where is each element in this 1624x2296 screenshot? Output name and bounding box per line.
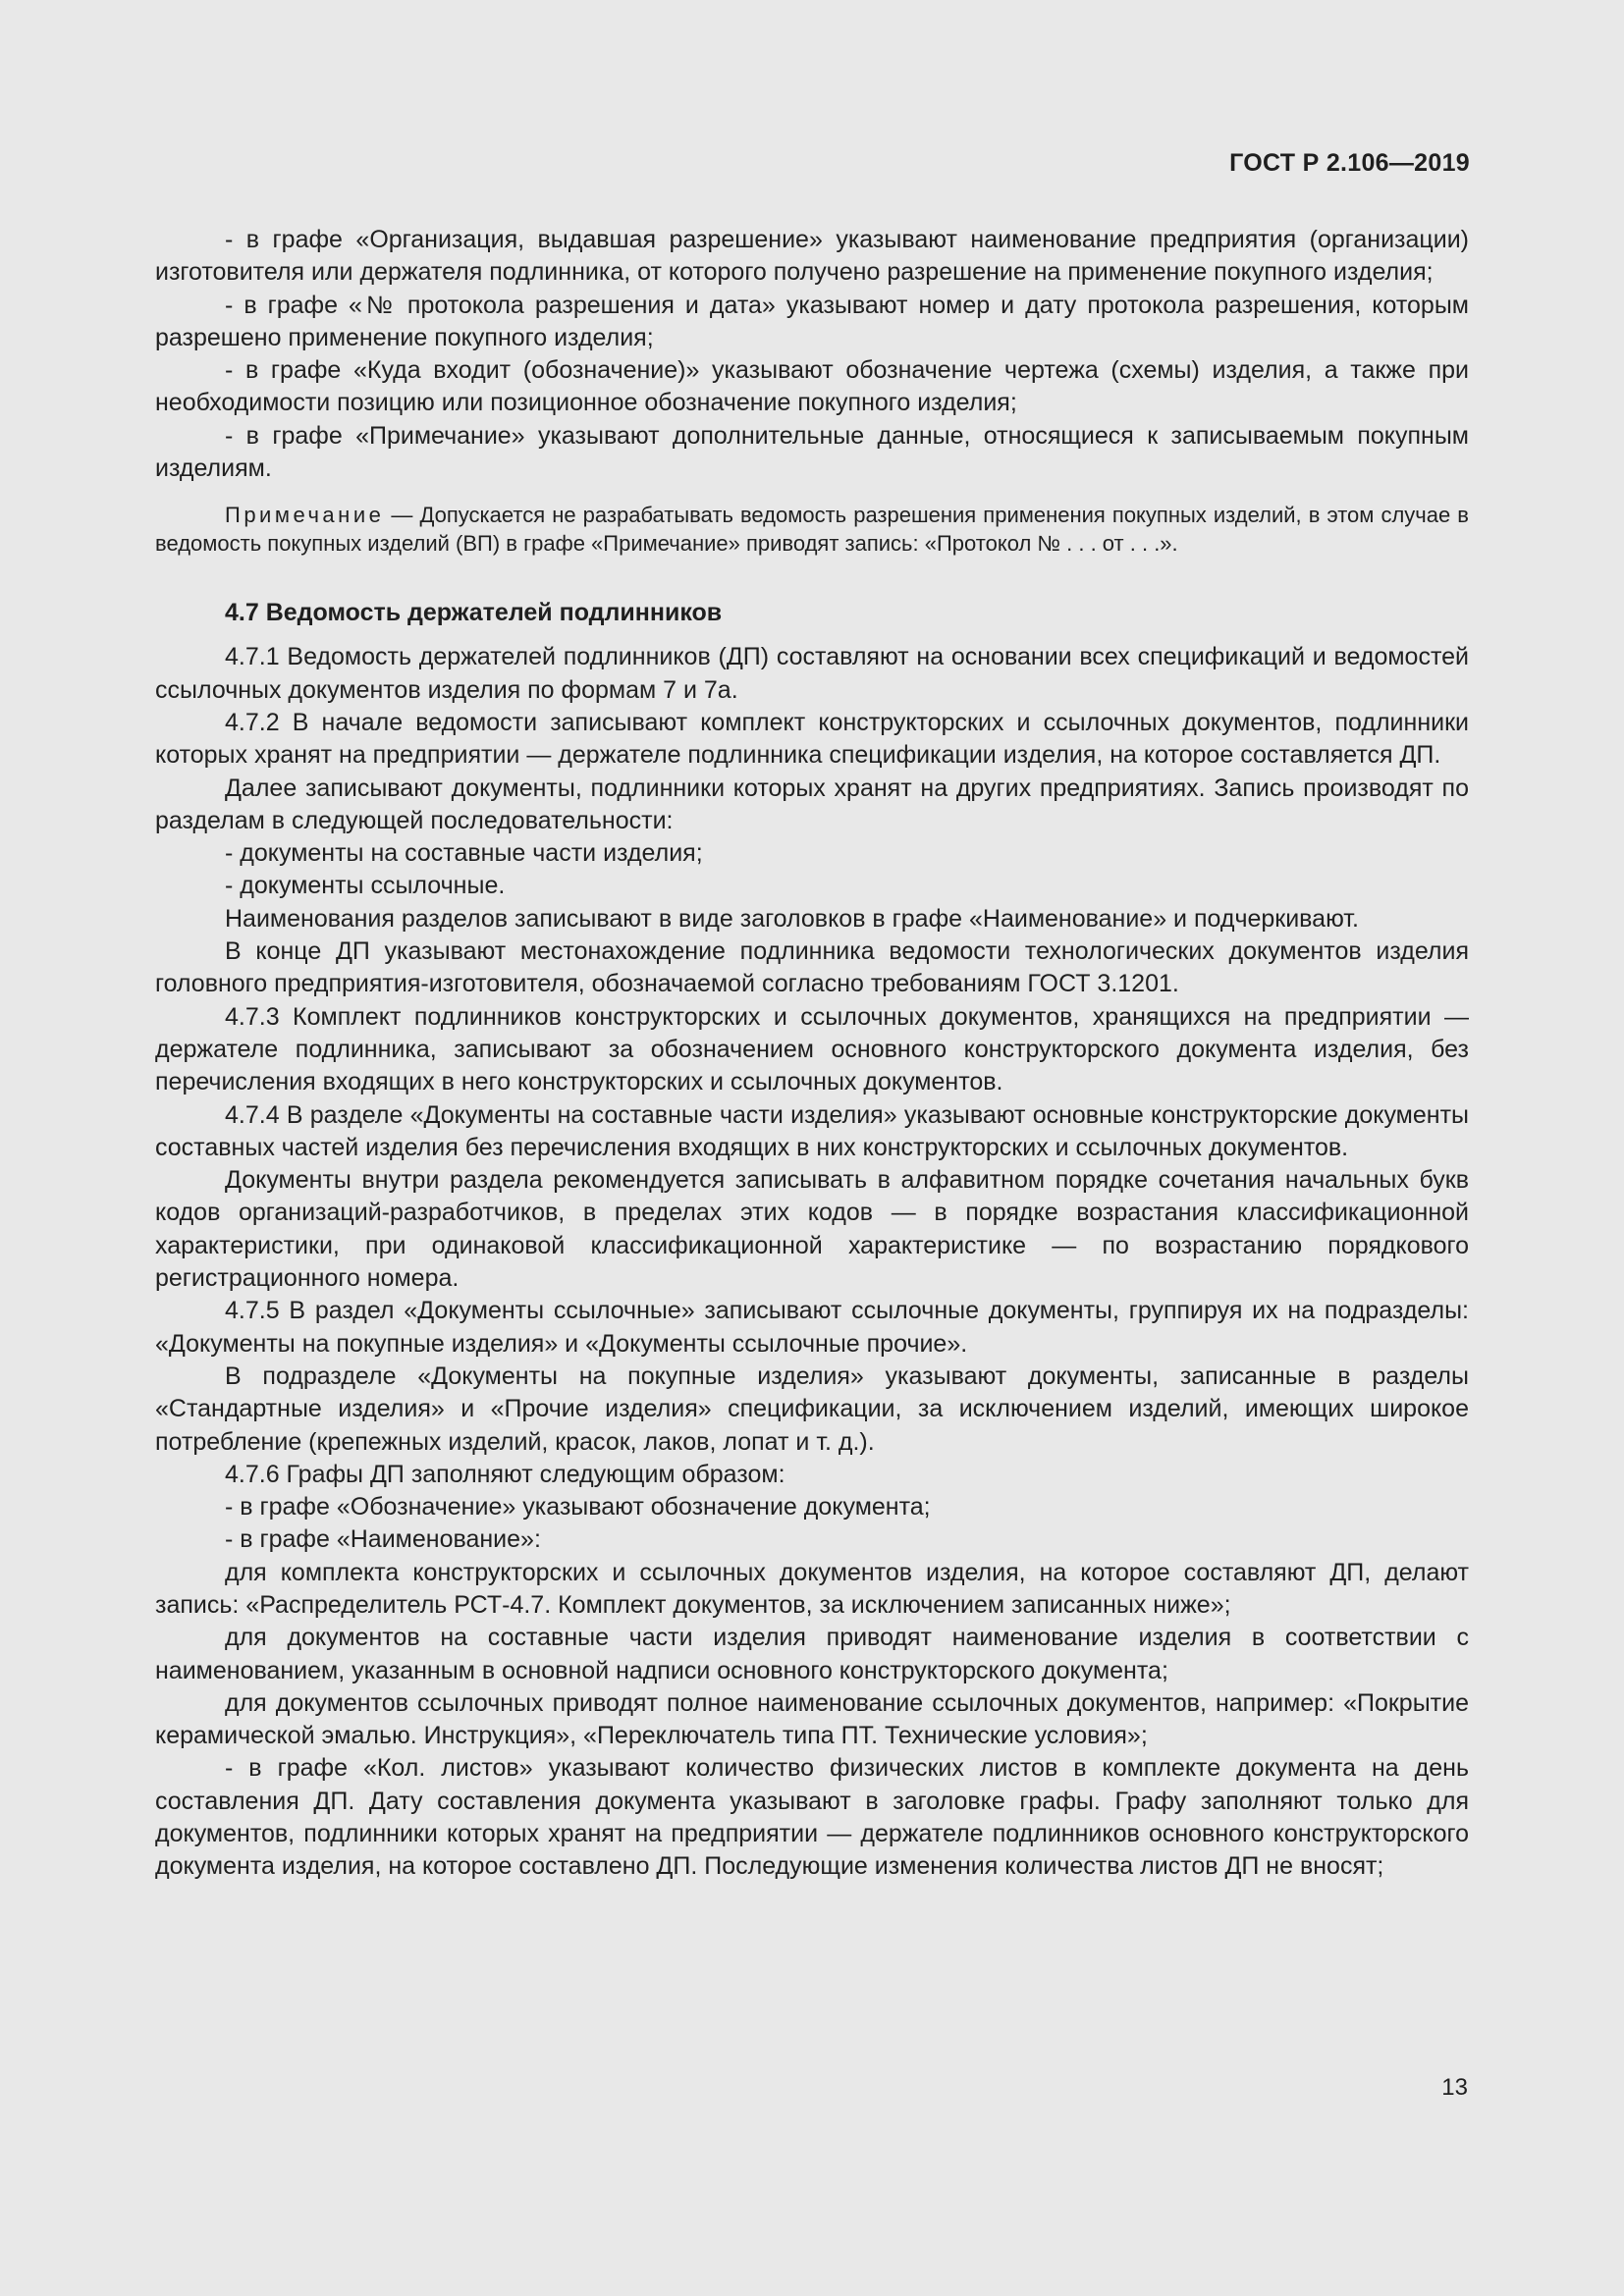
paragraph: для документов на составные части изделия приводят наименование изделия в соответствии с наименованием, указанным в основной надписи основного конструкторского документа; [155,1624,1469,1684]
list-item: - документы на составные части изделия; [225,839,703,868]
note-text: — Допускается не разрабатывать ведомость разрешения применения покупных изделий, в этом случае в ведомость покупных изделий (ВП) в графе «Примечание» приводят запись: «Протокол № . . . от . . .». [155,503,1469,557]
paragraph: В конце ДП указывают местонахождение подлинника ведомости технологических документов изделия головного предприятия-изготовителя, обозначаемой согласно требованиям ГОСТ 3.1201. [155,937,1469,998]
paragraph: 4.7.1 Ведомость держателей подлинников (ДП) составляют на основании всех спецификаций и ведомостей ссылочных документов изделия по формам 7 и 7а. [155,643,1469,704]
list-item: - документы ссылочные. [225,872,506,900]
paragraph: для комплекта конструкторских и ссылочных документов изделия, на которое составляют ДП, делают запись: «Распределитель РСТ-4.7. Комплект документов, за исключением записанных ниже»; [155,1558,1469,1619]
paragraph: 4.7.6 Графы ДП заполняют следующим образом: [225,1460,785,1488]
paragraph: Наименования разделов записывают в виде заголовков в графе «Наименование» и подчеркивают. [225,904,1359,933]
paragraph: - в графе «Организация, выдавшая разрешение» указывают наименование предприятия (организации) изготовителя или держателя подлинника, от которого получено разрешение на применение покупного изделия; [155,226,1469,287]
paragraph: 4.7.5 В раздел «Документы ссылочные» записывают ссылочные документы, группируя их на подразделы: «Документы на покупные изделия» и «Документы ссылочные прочие». [155,1297,1469,1358]
paragraph: для документов ссылочных приводят полное наименование ссылочных документов, например: «Покрытие керамической эмалью. Инструкция», «Переключатель типа ПТ. Технические условия»; [155,1688,1469,1750]
paragraph: 4.7.2 В начале ведомости записывают комплект конструкторских и ссылочных документов, подлинники которых хранят на предприятии — держателе подлинника спецификации изделия, на которое составляется ДП. [155,708,1469,770]
note-label: Примечание [225,503,385,528]
list-item: - в графе «Кол. листов» указывают количество физических листов в комплекте документа на день составления ДП. Дату составления документа указывают в заголовке графы. Графу заполняют только для документов, подлинники которых хранят на предприятии — держателе подлинников основного конструкторского документа изделия, на которое составлено ДП. Последующие изменения количества листов ДП не вносят; [155,1754,1469,1881]
document-code-header: ГОСТ Р 2.106—2019 [1229,149,1470,177]
paragraph: В подразделе «Документы на покупные изделия» указывают документы, записанные в разделы «Стандартные изделия» и «Прочие изделия» спецификации, за исключением изделий, имеющих широкое потребление (крепежных изделий, красок, лаков, лопат и т. д.). [155,1362,1469,1456]
list-item: - в графе «Наименование»: [225,1525,541,1554]
page-number: 13 [1441,2074,1468,2101]
paragraph: Далее записывают документы, подлинники которых хранят на других предприятиях. Запись производят по разделам в следующей последовательности: [155,774,1469,834]
paragraph: - в графе «Примечание» указывают дополнительные данные, относящиеся к записываемым покупным изделиям. [155,421,1469,483]
paragraph: - в графе «№ протокола разрешения и дата» указывают номер и дату протокола разрешения, которым разрешено применение покупного изделия; [155,291,1469,351]
section-heading: 4.7 Ведомость держателей подлинников [225,599,723,627]
note [155,501,1469,558]
paragraph: 4.7.3 Комплект подлинников конструкторских и ссылочных документов, хранящихся на предприятии — держателе подлинника, записывают за обозначением основного конструкторского документа изделия, без перечисления входящих в него конструкторских и ссылочных документов. [155,1002,1469,1096]
document-body [155,224,1469,1884]
paragraph: - в графе «Куда входит (обозначение)» указывают обозначение чертежа (схемы) изделия, а также при необходимости позицию или позиционное обозначение покупного изделия; [155,356,1469,417]
list-item: - в графе «Обозначение» указывают обозначение документа; [225,1493,931,1522]
paragraph: 4.7.4 В разделе «Документы на составные части изделия» указывают основные конструкторские документы составных частей изделия без перечисления входящих в них конструкторских и ссылочных документов. [155,1100,1469,1161]
paragraph: Документы внутри раздела рекомендуется записывать в алфавитном порядке сочетания начальных букв кодов организаций-разработчиков, в пределах этих кодов — в порядке возрастания классификационной характеристики, при одинаковой классификационной характеристике — по возрастанию порядкового регистрационного номера. [155,1166,1469,1293]
